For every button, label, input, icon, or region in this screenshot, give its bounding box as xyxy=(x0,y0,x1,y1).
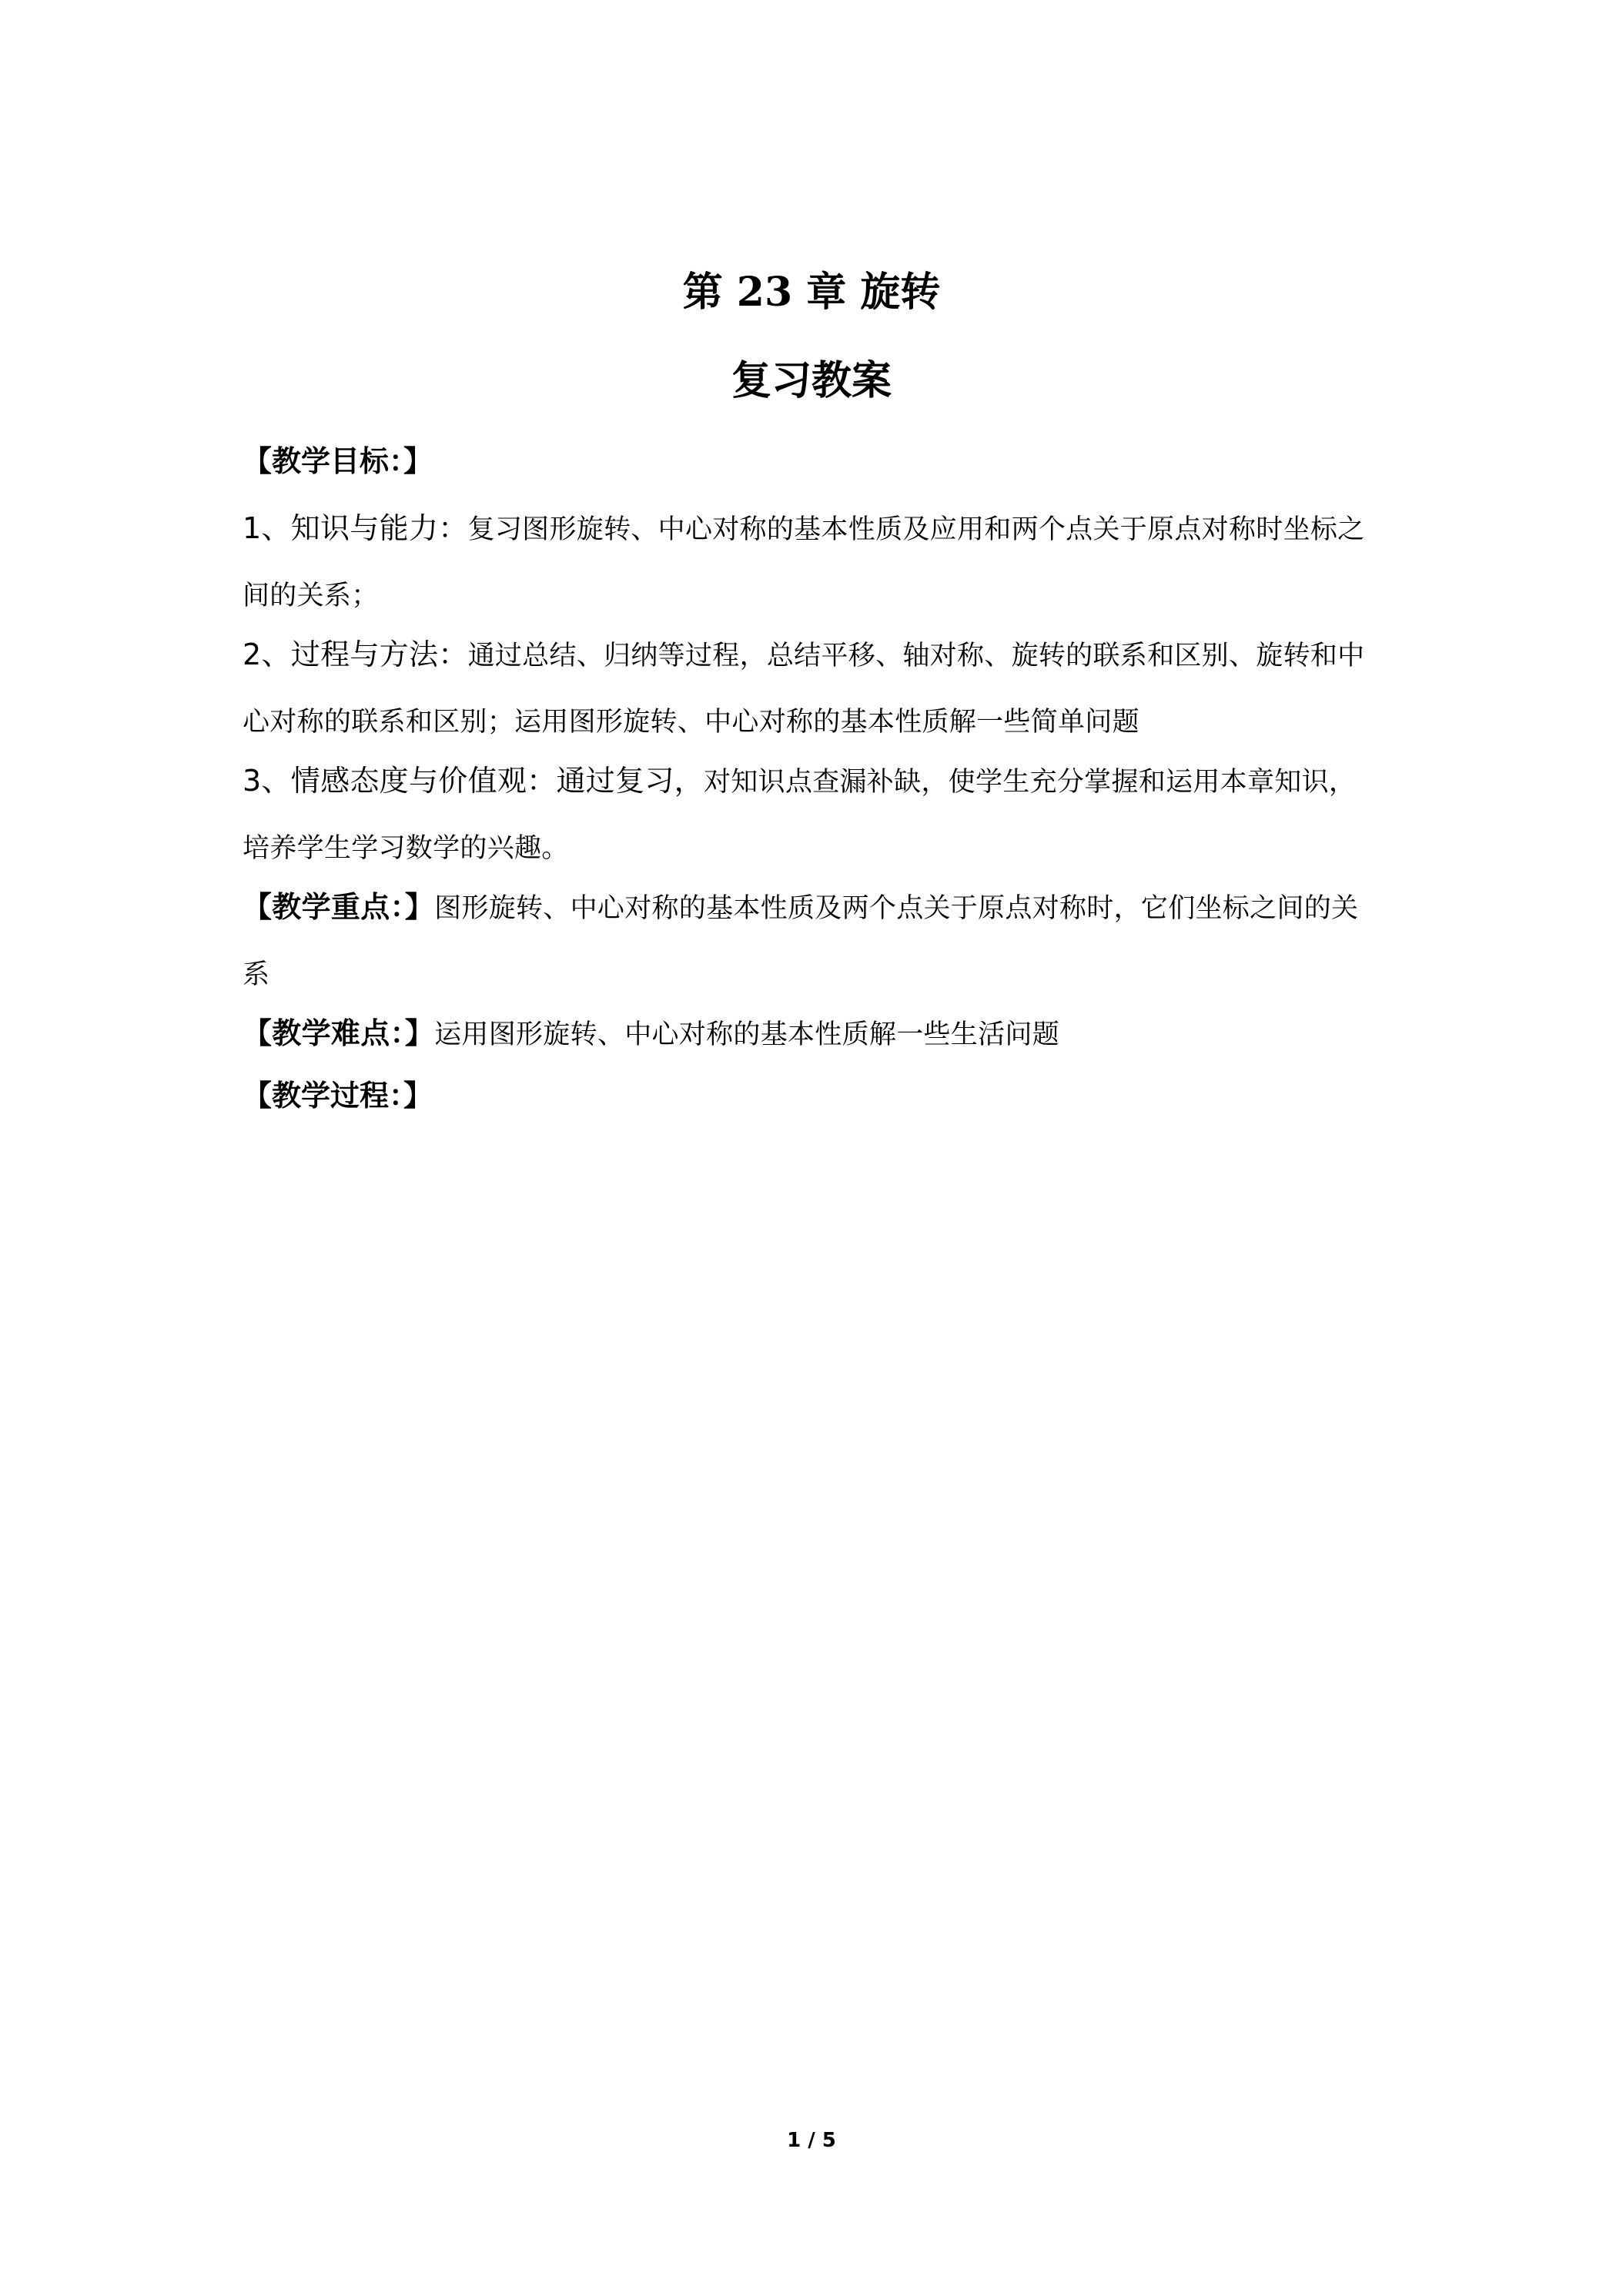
objective-item-attitude-lead: 3、情感态度与价值观：通过复习， xyxy=(243,764,704,798)
document-subtitle: 复习教案 xyxy=(731,357,892,404)
objectives-heading: 【教学目标：】 xyxy=(243,443,433,478)
page-number: 1 / 5 xyxy=(787,2129,836,2152)
key-points-heading: 【教学重点：】 xyxy=(243,889,435,924)
objective-item-knowledge-text: 复习图形旋转、中心对称的基本性质及应用和两个点关于原点对称时坐标之间的关系； xyxy=(243,514,1365,611)
objective-item-process-lead: 2、过程与方法： xyxy=(243,638,468,671)
chapter-title: 第 23 章 旋转 xyxy=(682,269,941,316)
objective-item-attitude-text: 对知识点查漏补缺，使学生充分掌握和运用本章知识，培养学生学习数学的兴趣。 xyxy=(243,767,1357,864)
difficult-points xyxy=(243,1000,1382,1068)
key-points xyxy=(243,874,1382,1008)
key-points-text: 图形旋转、中心对称的基本性质及两个点关于原点对称时，它们坐标之间的关系 xyxy=(243,893,1359,990)
difficult-points-text: 运用图形旋转、中心对称的基本性质解一些生活问题 xyxy=(434,1019,1060,1050)
difficult-points-heading: 【教学难点：】 xyxy=(243,1016,435,1050)
objective-item-knowledge xyxy=(243,495,1382,629)
objective-item-attitude xyxy=(243,748,1382,882)
objective-item-knowledge-lead: 1、知识与能力： xyxy=(243,511,468,545)
process-heading: 【教学过程：】 xyxy=(243,1078,433,1113)
objective-item-process-text: 通过总结、归纳等过程，总结平移、轴对称、旋转的联系和区别、旋转和中心对称的联系和区别；运用图形旋转、中心对称的基本性质解一些简单问题 xyxy=(243,641,1365,738)
objective-item-process xyxy=(243,621,1382,755)
